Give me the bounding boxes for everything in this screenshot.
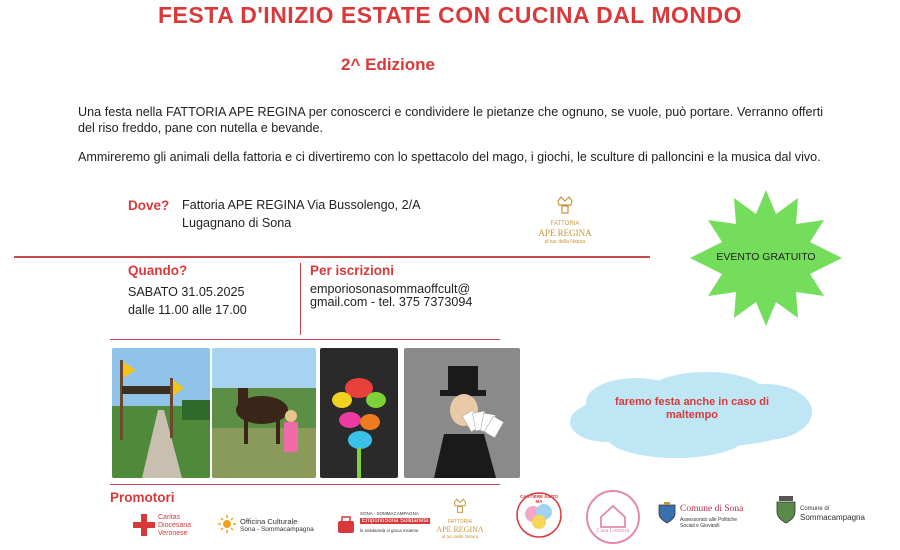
free-event-text: EVENTO GRATUITO bbox=[716, 251, 816, 263]
where-line-2: Lugagnano di Sona bbox=[182, 216, 292, 230]
cantiere-logo: CANTIERE AIUTO MA bbox=[516, 492, 562, 538]
officina-culturale-logo: Officina Culturale Sona - Sommacampagna bbox=[218, 513, 328, 537]
page-title: FESTA D'INIZIO ESTATE CON CUCINA DAL MONDO bbox=[158, 2, 742, 28]
weather-note: faremo festa anche in caso di maltempo bbox=[614, 396, 770, 421]
sun-icon bbox=[218, 515, 236, 533]
comune-sommacampagna-logo: Comune di Sommacampagna bbox=[776, 496, 866, 528]
when-info bbox=[128, 283, 247, 319]
coat-of-arms-icon bbox=[776, 496, 796, 524]
caritas-cross-icon bbox=[132, 513, 156, 537]
casa-logo: Casa Lorenza bbox=[585, 489, 641, 545]
magician-image bbox=[404, 348, 520, 478]
house-circle-icon bbox=[585, 489, 641, 545]
edition-subtitle: 2^ Edizione bbox=[341, 55, 435, 74]
where-label: Dove? bbox=[128, 198, 170, 213]
ape-regina-logo: FATTORIA APE REGINA al tuo della Natura bbox=[535, 193, 595, 246]
promoters-label: Promotori bbox=[110, 490, 175, 505]
photo-farm-entrance bbox=[112, 348, 210, 478]
coat-of-arms-icon bbox=[658, 502, 676, 524]
farm-entrance-image bbox=[112, 348, 210, 478]
pony-image bbox=[212, 348, 316, 478]
ape-regina-logo-small: FATTORIA APE REGINA al tuo della Natura bbox=[432, 496, 488, 539]
crown-icon bbox=[451, 496, 469, 514]
caritas-logo: Caritas Diocesana Veronese bbox=[132, 511, 212, 539]
balloons-image bbox=[320, 348, 398, 478]
comune-sona-logo: Comune di Sona Assessorato alle Politiche Sociali e Giovanili bbox=[658, 500, 758, 532]
photo-magician bbox=[404, 348, 520, 478]
divider bbox=[110, 339, 500, 340]
where-line-1: Fattoria APE REGINA Via Bussolengo, 2/A bbox=[182, 198, 421, 212]
photo-pony bbox=[212, 348, 316, 478]
signup-label: Per iscrizioni bbox=[310, 263, 395, 278]
signup-info bbox=[310, 283, 472, 309]
weather-cloud bbox=[566, 368, 818, 462]
signup-phone[interactable]: gmail.com - tel. 375 7373094 bbox=[310, 295, 473, 309]
crown-icon bbox=[554, 193, 576, 215]
where-address bbox=[182, 196, 420, 232]
intro-paragraph-1: Una festa nella FATTORIA APE REGINA per conoscerci e condividere le pietanze che ognuno, se vuole, può portare. Verranno offerti del riso freddo, pane con nutella e bevande. bbox=[78, 105, 823, 135]
when-label: Quando? bbox=[128, 263, 188, 278]
when-time: dalle 11.00 alle 17.00 bbox=[128, 303, 247, 317]
divider bbox=[110, 484, 500, 485]
free-event-badge bbox=[688, 190, 844, 326]
divider bbox=[300, 263, 301, 335]
signup-email[interactable]: emporiosonasommaoffcult@ bbox=[310, 282, 471, 296]
photo-balloons bbox=[320, 348, 398, 478]
when-date: SABATO 31.05.2025 bbox=[128, 285, 245, 299]
intro-paragraph-2: Ammireremo gli animali della fattoria e ci divertiremo con lo spettacolo del mago, i giochi, le sculture di palloncini e la musica dal vivo. bbox=[78, 150, 821, 164]
emporio-logo: SONA - SOMMACAMPAGNA EmporioSona Solidarietà le solidarietà si gioca insieme bbox=[336, 509, 426, 539]
divider bbox=[14, 256, 650, 258]
basket-icon bbox=[336, 515, 356, 535]
